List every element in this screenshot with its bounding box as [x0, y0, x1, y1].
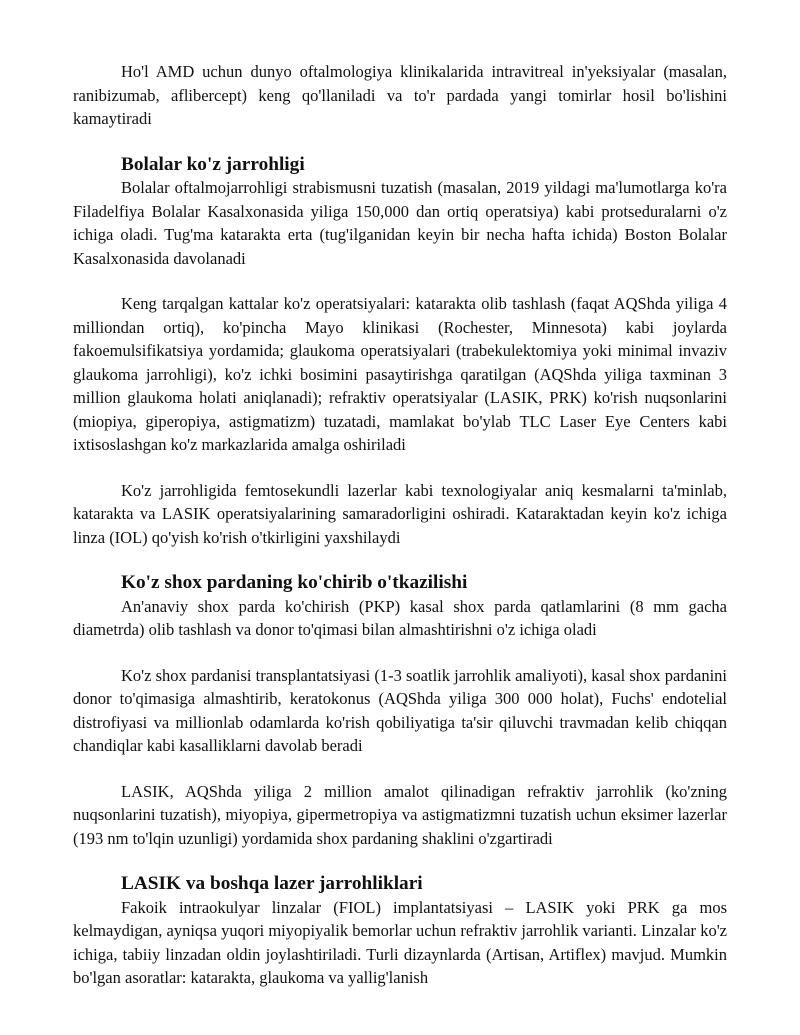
- paragraph-corneal-transplantation: Ko'z shox pardanisi transplantatsiyasi (1-3 soatlik jarrohlik amaliyoti), kasal shox pardanini donor to'qimasiga almashtirib, keratokonus (AQShda yiliga 300 000 holat), Fuchs' endotelial distrofiyasi va millionlab odamlarda ko'rish qobiliyatiga ta'sir qiluvchi travmadan kelib chiqqan chandiqlar kabi kasalliklarni davolab beradi: [73, 665, 727, 755]
- paragraph-fiol: Fakoik intraokulyar linzalar (FIOL) implantatsiyasi – LASIK yoki PRK ga mos kelmaydigan, ayniqsa yuqori miyopiyalik bemorlar uchun refraktiv jarrohlik varianti. Linzalar ko'z ichiga, tabiiy linzadan oldin joylashtiriladi. Turli dizaynlarda (Artisan, Artiflex) mavjud. Mumkin bo'lgan asoratlar: katarakta, glaukoma va yallig'lanish: [73, 897, 727, 987]
- paragraph-wet-amd: Ho'l AMD uchun dunyo oftalmologiya klinikalarida intravitreal in'yeksiyalar (masalan, ranibizumab, aflibercept) keng qo'llaniladi va to'r pardada yangi tomirlar hosil bo'lishini kamaytiradi: [73, 62, 727, 128]
- heading-lasik-laser-surgery: LASIK va boshqa lazer jarrohliklari: [121, 873, 423, 894]
- heading-pediatric-eye-surgery: Bolalar ko'z jarrohligi: [121, 153, 305, 175]
- paragraph-femtosecond-lasers: Ko'z jarrohligida femtosekundli lazerlar kabi texnologiyalar aniq kesmalarni ta'minlab, katarakta va LASIK operatsiyalarining samaradorligini oshiradi. Kataraktadan keyin ko'z ichiga linza (IOL) qo'yish ko'rish o'tkirligini yaxshilaydi: [73, 480, 727, 547]
- paragraph-lasik: LASIK, AQShda yiliga 2 million amalot qilinadigan refraktiv jarrohlik (ko'zning nuqsonlarini tuzatish), miyopiya, gipermetropiya va astigmatizmni tuzatish uchun eksimer lazerlar (193 nm to'lqin uzunligi) yordamida shox pardaning shaklini o'zgartiradi: [73, 781, 727, 848]
- document-page: [73, 60, 727, 990]
- paragraph-adult-operations: Keng tarqalgan kattalar ko'z operatsiyalari: katarakta olib tashlash (faqat AQShda yiliga 4 milliondan ortiq), ko'pincha Mayo klinikasi (Rochester, Minnesota) kabi joylarda fakoemulsifikatsiya yordamida; glaukoma operatsiyalari (trabekulektomiya yoki minimal invaziv glaukoma jarrohligi), ko'z ichki bosimini pasaytirishga qaratilgan (AQShda yiliga taxminan 3 million glaukoma holati aniqlanadi); refraktiv operatsiyalar (LASIK, PRK) ko'rish nuqsonlarini (miopiya, giperopiya, astigmatizm) tuzatadi, mamlakat bo'ylab TLC Laser Eye Centers kabi ixtisoslashgan ko'z markazlarida amalga oshiriladi: [73, 294, 727, 454]
- paragraph-pediatric-surgery: Bolalar oftalmojarrohligi strabismusni tuzatish (masalan, 2019 yildagi ma'lumotlarga ko'ra Filadelfiya Bolalar Kasalxonasida yiliga 150,000 dan ortiq operatsiya) kabi protseduralarni o'z ichiga oladi. Tug'ma katarakta erta (tug'ilganidan keyin bir necha hafta ichida) Boston Bolalar Kasalxonasida davolanadi: [73, 178, 727, 268]
- heading-corneal-transplant: Ko'z shox pardaning ko'chirib o'tkazilishi: [121, 572, 468, 593]
- paragraph-pkp: An'anaviy shox parda ko'chirish (PKP) kasal shox parda qatlamlarini (8 mm gacha diametrda) olib tashlash va donor to'qimasi bilan almashtirishni o'z ichiga oladi: [73, 596, 727, 639]
